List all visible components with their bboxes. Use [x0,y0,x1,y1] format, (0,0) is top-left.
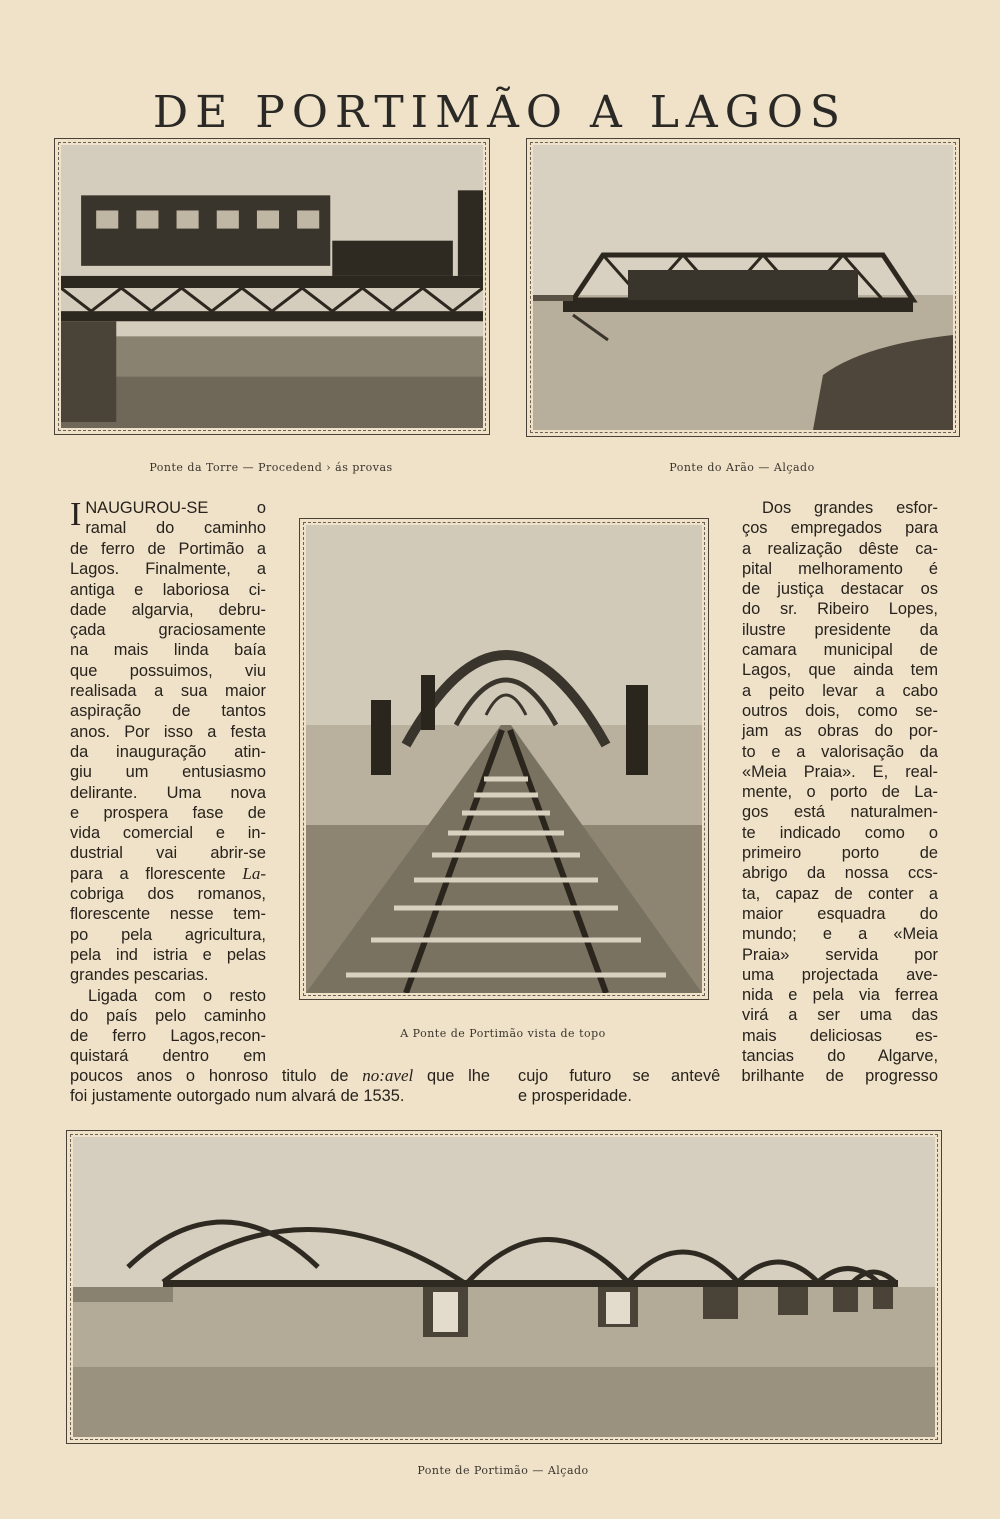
text-line [70,1066,490,1086]
text-line: mente, o porto de La- [742,783,938,802]
text-line: te indicado como o [742,823,938,842]
caption-ponte-da-torre: Ponte da Torre — Procedend › ás provas [149,461,393,474]
caption-ponte-de-portimao-alcado: Ponte de Portimão — Alçado [417,1464,589,1477]
text-line: grandes pescarias. [70,966,209,985]
page-title: DE PORTIMÃO A LAGOS [152,87,848,139]
photo-ponte-do-arao [526,138,960,437]
railway-bridge-end-view-image [306,525,702,993]
text-line: maior esquadra do [742,904,938,923]
text-line: Lagos, que ainda tem [742,661,938,680]
article-left-column [70,498,266,539]
text-line: e prospera fase de [70,803,266,822]
text-line: a peito levar a cabo [742,681,938,700]
drop-cap: I [70,496,82,533]
text-line: dade algarvia, debru- [70,600,266,619]
truss-bridge-image [533,145,953,430]
text-line: e prosperidade. [518,1087,632,1106]
text-line: dustrial vai abrir-se [70,844,266,863]
article-right-bottom [518,1066,938,1107]
text-line: antiga e laboriosa ci- [70,580,266,599]
article-left-column-cont [70,539,266,1067]
text-line: na mais linda baía [70,641,266,660]
caption-ponte-do-arao: Ponte do Arão — Alçado [669,461,815,474]
text-line: primeiro porto de [742,844,938,863]
text-line: a realização dêste ca- [742,539,938,558]
photo-ponte-da-torre [54,138,490,435]
text-fragment: poucos anos o honroso titulo de [70,1067,349,1085]
text-line: gos está naturalmen- [742,803,938,822]
text-line: nida e pela via ferrea [742,986,938,1005]
arch-bridge-panorama-image [73,1137,935,1437]
text-line: ramal do caminho [85,519,266,538]
text-line: que possuimos, viu [70,661,266,680]
text-fragment: que lhe [427,1067,490,1085]
text-line: tancias do Algarve, [742,1047,938,1066]
text-line: de ferro de Portimão a [70,540,266,558]
text-line: de ferro Lagos,recon- [70,1027,266,1046]
text-line: uma projectada ave- [742,965,938,984]
text-line: Dos grandes esfor- [762,499,938,517]
text-line: giu um entusiasmo [70,763,266,782]
text-line: do sr. Ribeiro Lopes, [742,600,938,619]
text-line: Praia» servida por [742,945,938,964]
text-line: mundo; e a «Meia [742,925,938,944]
article-left-bottom [70,1066,490,1107]
italic-word: no:avel [362,1066,414,1085]
text-line: ilustre presidente da [742,620,938,639]
text-line: pela ind istria e pelas [70,945,266,964]
text-line: po pela agricultura, [70,925,266,944]
photo-ponte-de-portimao-alcado [66,1130,942,1444]
article-right-column [742,498,938,1066]
text-line: abrigo da nossa ccs- [742,864,938,883]
text-line: de justiça destacar os [742,580,938,599]
text-line: camara municipal de [742,641,938,660]
text-line: florescente nesse tem- [70,905,266,924]
text-line: NAUGUROU-SE o [85,499,266,517]
text-line: ços empregados para [742,519,938,538]
text-fragment: para a florescente [70,864,226,883]
text-line: çada graciosamente [70,621,266,640]
text-line: vida comercial e in- [70,824,266,843]
text-line: quistará dentro em [70,1047,266,1066]
text-line: ta, capaz de conter a [742,884,938,903]
photo-ponte-de-portimao-topo [299,518,709,1000]
text-line: cobriga dos romanos, [70,885,266,904]
text-line: realisada a sua maior [70,682,266,701]
text-line: «Meia Praia». E, real- [742,762,938,781]
text-line: anos. Por isso a festa [70,722,266,741]
caption-ponte-de-portimao-topo: A Ponte de Portimão vista de topo [400,1027,606,1040]
text-line: cujo futuro se antevê brilhante de progresso [518,1067,938,1085]
text-line: delirante. Uma nova [70,783,266,802]
text-line: da inauguração atin- [70,742,266,761]
text-line: jam as obras do por- [742,722,938,741]
text-line: aspiração de tantos [70,702,266,721]
text-line: to e a valorisação da [742,742,938,761]
text-line: Lagos. Finalmente, a [70,560,266,579]
text-line: foi justamente outorgado num alvará de 1535. [70,1087,405,1106]
text-line: outros dois, como se- [742,701,938,720]
text-line: Ligada com o resto [88,986,266,1005]
text-line: do país pelo caminho [70,1006,266,1025]
text-line: pital melhoramento é [742,559,938,578]
text-line [70,864,266,884]
text-line: mais deliciosas es- [742,1026,938,1045]
italic-word: La- [242,863,266,883]
train-on-bridge-image [61,145,483,428]
text-line: virá a ser uma das [742,1006,938,1025]
